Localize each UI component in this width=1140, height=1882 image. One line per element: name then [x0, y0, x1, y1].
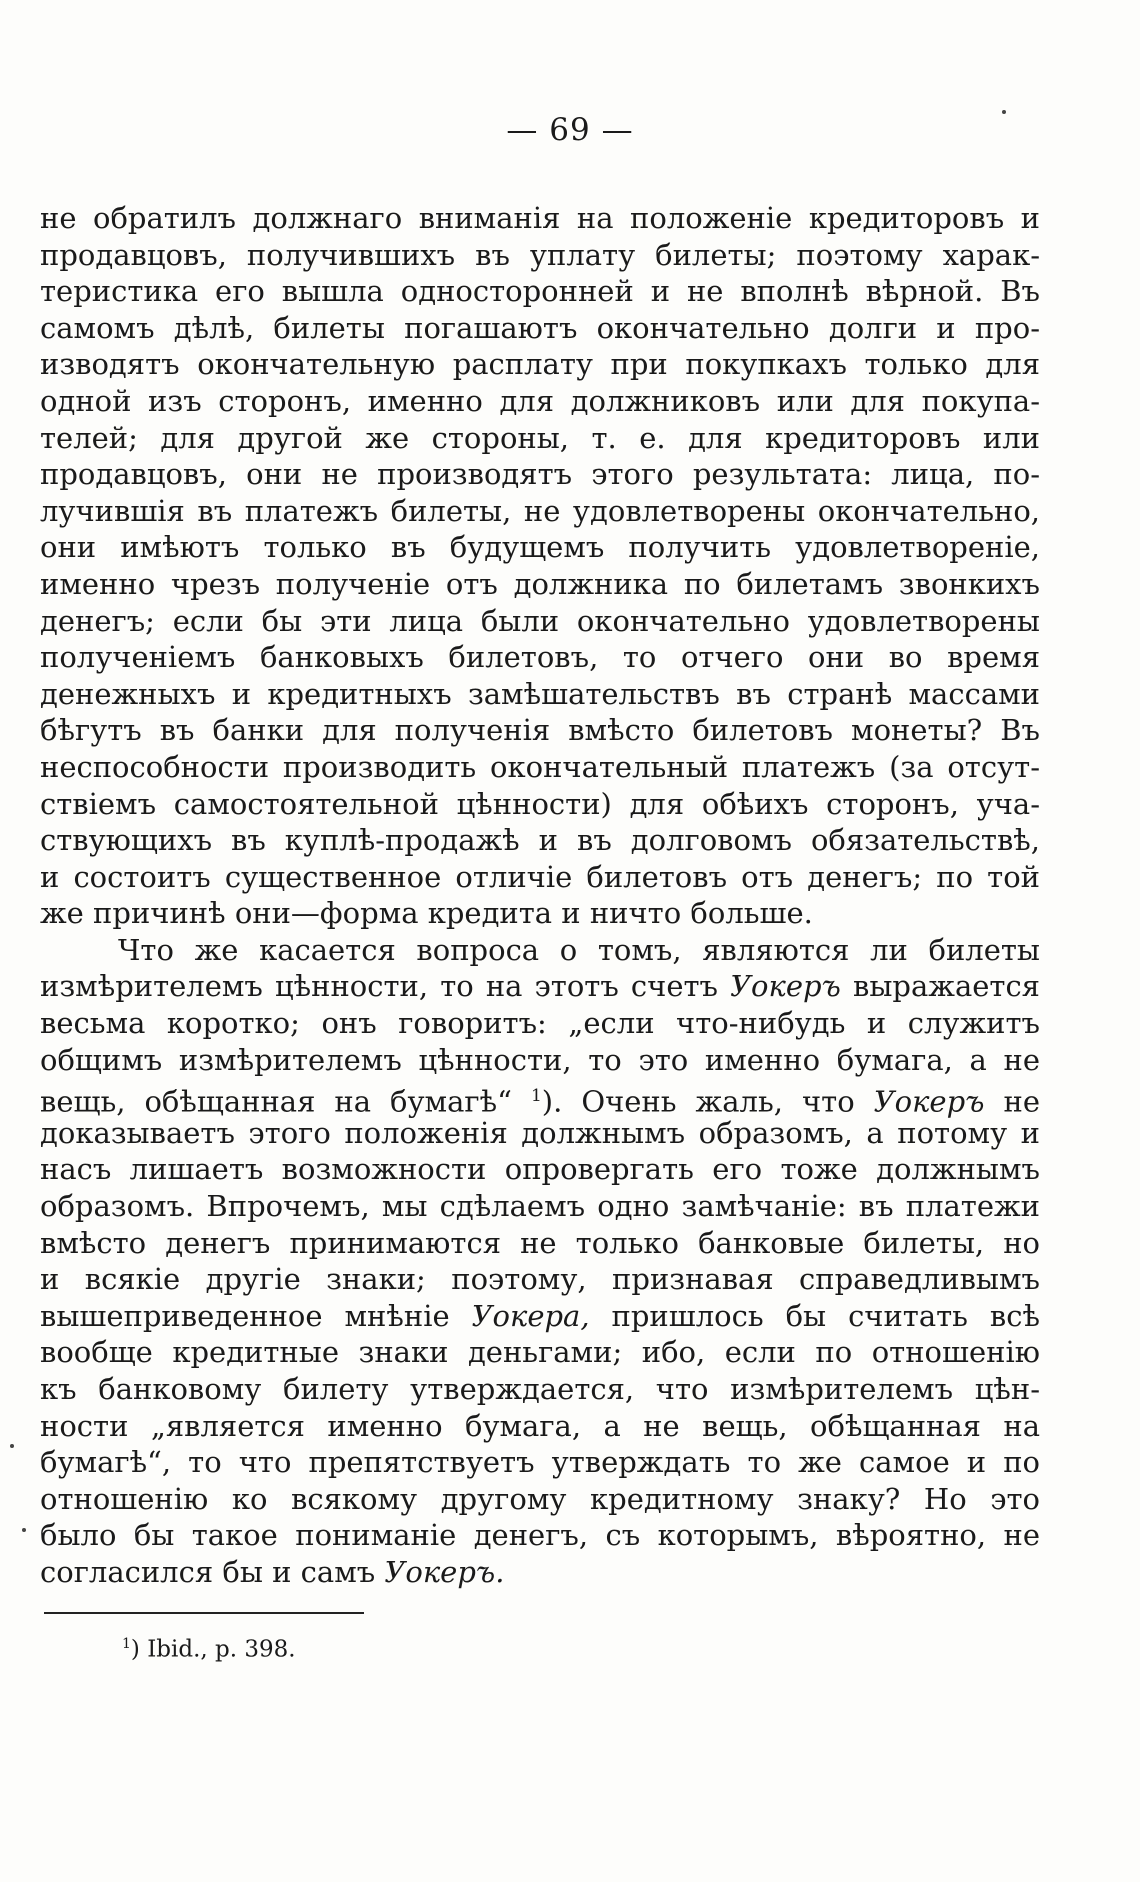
author-name: Уокеръ	[873, 1084, 985, 1119]
text-line: согласился бы и самъ Уокеръ.	[40, 1554, 505, 1589]
footnote-marker: 1	[122, 1636, 131, 1652]
text-line: образомъ. Впрочемъ, мы сдѣлаемъ одно замѣчаніе: въ платежи	[40, 1189, 1040, 1224]
footnote	[122, 1636, 296, 1663]
footnote-ref: 1	[530, 1086, 542, 1107]
paragraph-2	[40, 932, 1040, 1591]
text-line: весьма коротко; онъ говоритъ: „если что-нибудь и служитъ	[40, 1006, 1040, 1041]
print-speck	[1002, 110, 1006, 114]
text-line: доказываетъ этого положенія должнымъ образомъ, а потому и	[40, 1115, 1040, 1150]
text-line: измѣрителемъ цѣнности, то на этотъ счетъ Уокеръ выражается	[40, 969, 1040, 1004]
print-speck	[22, 1528, 26, 1532]
text-line: теристика его вышла односторонней и не вполнѣ вѣрной. Въ	[40, 274, 1040, 309]
text-line: и всякіе другіе знаки; поэтому, признавая справедливымъ	[40, 1262, 1040, 1297]
page-number: — 69 —	[506, 112, 634, 148]
text-line: ствующихъ въ куплѣ-продажѣ и въ долговомъ обязательствѣ,	[40, 823, 1040, 858]
text-line: полученіемъ банковыхъ билетовъ, то отчего они во время	[40, 640, 1040, 675]
text-line: вышеприведенное мнѣніе Уокера, пришлось бы считать всѣ	[40, 1298, 1040, 1333]
text-line: вещь, обѣщанная на бумагѣ“ $^1$). Очень жаль, что Уокеръ не	[40, 1084, 1040, 1119]
text-line: продавцовъ, они не производятъ этого результата: лица, по-	[40, 457, 1040, 492]
text-line: бѣгутъ въ банки для полученія вмѣсто билетовъ монеты? Въ	[40, 713, 1040, 748]
text-line: лучившія въ платежъ билеты, не удовлетворены окончательно,	[40, 493, 1040, 528]
paragraph-1	[40, 200, 1040, 932]
text-line: насъ лишаетъ возможности опровергать его тоже должнымъ	[40, 1152, 1040, 1187]
text-line: именно чрезъ полученіе отъ должника по билетамъ звонкихъ	[40, 566, 1040, 601]
body-text	[40, 200, 1040, 1591]
footnote-divider	[44, 1612, 364, 1614]
text-line: къ банковому билету утверждается, что измѣрителемъ цѣн-	[40, 1372, 1040, 1406]
text-line: неспособности производить окончательный платежъ (за отсут-	[40, 749, 1040, 784]
text-line: и состоитъ существенное отличіе билетовъ отъ денегъ; по той	[40, 859, 1040, 894]
text-line: они имѣютъ только въ будущемъ получить удовлетвореніе,	[40, 530, 1040, 565]
text-line: самомъ дѣлѣ, билеты погашаютъ окончательно долги и про-	[40, 310, 1040, 345]
text-line: денежныхъ и кредитныхъ замѣшательствъ въ странѣ массами	[40, 676, 1040, 711]
print-speck	[10, 1444, 14, 1448]
text-line: общимъ измѣрителемъ цѣнности, то это именно бумага, а не	[40, 1042, 1040, 1077]
text-line: продавцовъ, получившихъ въ уплату билеты; поэтому харак-	[40, 237, 1040, 272]
text-line: бумагѣ“, то что препятствуетъ утверждать то же самое и по	[40, 1445, 1040, 1480]
footnote-text: ) Ibid., p. 398.	[130, 1636, 296, 1663]
text-line: ности „является именно бумага, а не вещь, обѣщанная на	[40, 1408, 1040, 1443]
text-line: отношенію ко всякому другому кредитному знаку? Но это	[40, 1481, 1040, 1516]
text-line: телей; для другой же стороны, т. е. для кредиторовъ или	[40, 420, 1040, 455]
text-line: было бы такое пониманіе денегъ, съ которымъ, вѣроятно, не	[40, 1518, 1040, 1553]
text-line: одной изъ сторонъ, именно для должниковъ или для покупа-	[40, 383, 1040, 418]
text-line: вообще кредитные знаки деньгами; ибо, если по отношенію	[40, 1335, 1040, 1370]
text-line: же причинѣ они—форма кредита и ничто больше.	[40, 896, 813, 931]
text-line: не обратилъ должнаго вниманія на положеніе кредиторовъ и	[40, 201, 1040, 235]
author-name: Уокеръ	[730, 969, 841, 1004]
text-line: ствіемъ самостоятельной цѣнности) для обѣихъ сторонъ, уча-	[40, 786, 1040, 821]
author-name: Уокера,	[471, 1298, 590, 1333]
author-name: Уокеръ.	[384, 1554, 505, 1589]
text-line: вмѣсто денегъ принимаются не только банковые билеты, но	[40, 1225, 1040, 1260]
text-line: денегъ; если бы эти лица были окончательно удовлетворены	[40, 603, 1040, 638]
text-line: изводятъ окончательную расплату при покупкахъ только для	[40, 347, 1040, 382]
text-line: Что же касается вопроса о томъ, являются ли билеты	[118, 932, 1040, 967]
